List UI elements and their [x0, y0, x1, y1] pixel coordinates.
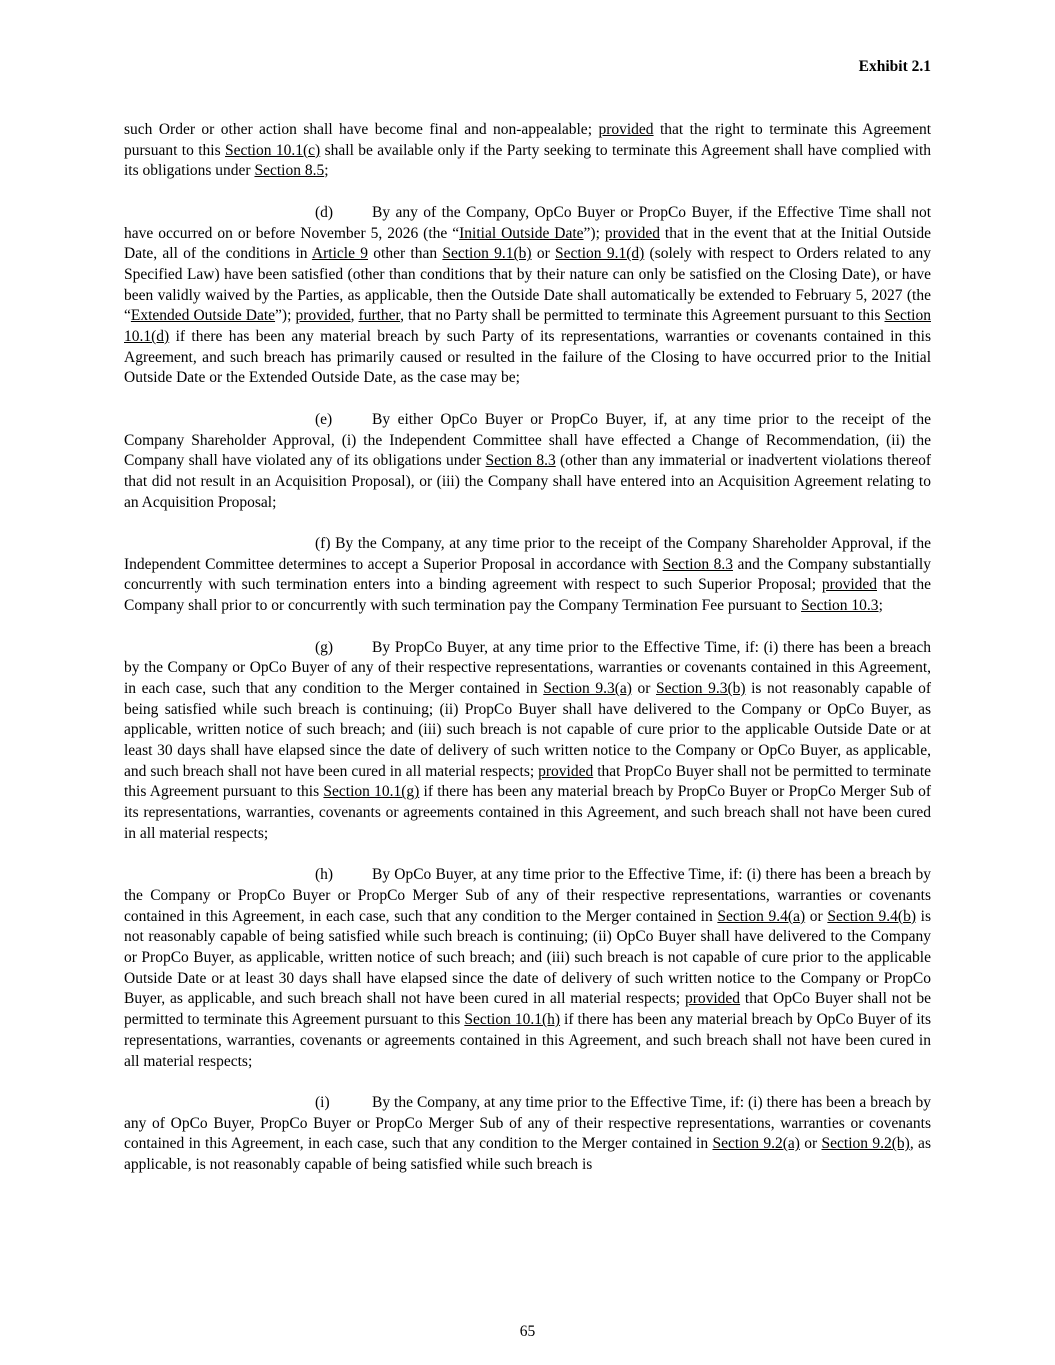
article-reference: Article 9 — [311, 245, 368, 263]
provided-term: provided — [821, 576, 878, 594]
section-reference: Section 8.5 — [254, 162, 325, 180]
section-reference: Section 8.3 — [662, 555, 733, 573]
clause-label: (d) — [315, 203, 334, 221]
section-reference: Section 9.4(b) — [827, 907, 916, 925]
paragraph-h: (h) By OpCo Buyer, at any time prior to the Effective Time, if: (i) there has been a breach by the Company or PropCo Buyer or PropCo Merger Sub of any of their respective representations, warranties or covenants contained in this Agreement, in each case, such that any condition to the Merger contained in Section 9.4(a) or Section 9.4(b) is not reasonably capable of being satisfied while such breach is continuing; (ii) OpCo Buyer shall have delivered to the Company or PropCo Buyer, as applicable, written notice of such breach; and (iii) such breach is not capable of cure prior to the applicable Outside Date or at least 30 days shall have elapsed since the date of delivery of such written notice to the Company or PropCo Buyer, as applicable, and such breach shall not have been cured in all material respects; provided that OpCo Buyer shall not be permitted to terminate this Agreement pursuant to this Section 10.1(h) if there has been any material breach by OpCo Buyer of its representations, warranties, covenants or agreements contained in this Agreement, and such breach shall not have been cured in all material respects; — [124, 866, 931, 1070]
provided-term: provided — [604, 224, 660, 242]
section-reference: Section 9.4(a) — [717, 907, 806, 925]
page-number: 65 — [519, 1323, 536, 1340]
section-reference: Section 9.3(a) — [543, 679, 632, 697]
provided-term: provided — [598, 121, 654, 138]
section-reference: Section 9.3(b) — [656, 679, 746, 697]
further-term: further — [358, 307, 401, 325]
provided-term: provided — [684, 990, 741, 1008]
paragraph-f: (f) By the Company, at any time prior to the receipt of the Company Shareholder Approval, if the Independent Committee determines to accept a Superior Proposal in accordance with Section 8.3 and the Company substantially concurrently with such termination enters into a binding agreement with respect to such Superior Proposal; provided that the Company shall prior to or concurrently with such termination pay the Company Termination Fee pursuant to Section 10.3; — [124, 535, 931, 615]
clause-label: (i) — [315, 1093, 330, 1111]
section-reference: Section 10.1(g) — [323, 783, 420, 801]
defined-term: Initial Outside Date — [459, 224, 584, 242]
paragraph-e: (e) By either OpCo Buyer or PropCo Buyer, if, at any time prior to the receipt of the Company Shareholder Approval, (i) the Independent Committee shall have effected a Change of Recommendation, (ii) the Company shall have violated any of its obligations under Section 8.3 (other than any immaterial or inadvertent violations thereof that did not result in an Acquisition Proposal), or (iii) the Company shall have entered into an Acquisition Agreement relating to an Acquisition Proposal; — [124, 410, 931, 511]
clause-label: (g) — [315, 638, 334, 656]
clause-label: (e) — [315, 410, 333, 428]
document-body — [124, 120, 931, 1196]
section-reference: Section 9.2(a) — [712, 1135, 800, 1153]
paragraph-d: (d) By any of the Company, OpCo Buyer or PropCo Buyer, if the Effective Time shall not have occurred on or before November 5, 2026 (the “Initial Outside Date”); provided that in the event that at the Initial Outside Date, all of the conditions in Article 9 other than Section 9.1(b) or Section 9.1(d) (solely with respect to Orders related to any Specified Law) have been satisfied (other than conditions that by their nature can only be satisfied on the Closing Date), or have been validly waived by the Parties, as applicable, then the Outside Date shall automatically be extended to February 5, 2027 (the “Extended Outside Date”); provided, further, that no Party shall be permitted to terminate this Agreement pursuant to this Section 10.1(d) if there has been any material breach by such Party of its representations, warranties or covenants contained in this Agreement, and such breach has primarily caused or resulted in the failure of the Closing to have occurred prior to the Initial Outside Date or the Extended Outside Date, as the case may be; — [124, 203, 931, 387]
section-reference: Section 10.3 — [801, 597, 879, 615]
paragraph-g: (g) By PropCo Buyer, at any time prior to the Effective Time, if: (i) there has been a breach by the Company or OpCo Buyer of any of their respective representations, warranties or covenants contained in this Agreement, in each case, such that any condition to the Merger contained in Section 9.3(a) or Section 9.3(b) is not reasonably capable of being satisfied while such breach is continuing; (ii) PropCo Buyer shall have delivered to the Company or OpCo Buyer, as applicable, written notice of such breach; and (iii) such breach is not capable of cure prior to the applicable Outside Date or at least 30 days shall have elapsed since the date of delivery of such written notice to the Company or OpCo Buyer, as applicable, and such breach shall not have been cured in all material respects; provided that PropCo Buyer shall not be permitted to terminate this Agreement pursuant to this Section 10.1(g) if there has been any material breach by PropCo Buyer or PropCo Merger Sub of its representations, warranties, covenants or agreements contained in this Agreement, and such breach shall not have been cured in all material respects; — [124, 638, 932, 842]
section-reference: Section 8.3 — [485, 452, 556, 470]
paragraph-i: (i) By the Company, at any time prior to the Effective Time, if: (i) there has been a breach by any of OpCo Buyer, PropCo Buyer or PropCo Merger Sub of any of their respective representations, warranties or covenants contained in this Agreement, in each case, such that any condition to the Merger contained in Section 9.2(a) or Section 9.2(b), as applicable, is not reasonably capable of being satisfied while such breach is — [124, 1093, 931, 1174]
section-reference: Section 10.1(d) — [124, 307, 931, 346]
provided-term: provided — [295, 307, 351, 325]
section-reference: Section 9.1(b) — [442, 245, 532, 263]
section-reference: Section 9.2(b) — [821, 1135, 910, 1153]
paragraph-continuation: such Order or other action shall have become final and non-appealable; provided that the right to terminate this Agreement pursuant to this Section 10.1(c) shall be available only if the Party seeking to terminate this Agreement shall have complied with its obligations under Section 8.5; — [124, 121, 931, 180]
section-reference: Section 10.1(h) — [464, 1011, 561, 1029]
section-reference: Section 10.1(c) — [225, 141, 321, 159]
exhibit-label: Exhibit 2.1 — [858, 58, 931, 75]
provided-term: provided — [538, 762, 594, 780]
defined-term: Extended Outside Date — [130, 307, 276, 325]
clause-label: (h) — [315, 866, 334, 884]
section-reference: Section 9.1(d) — [555, 245, 645, 263]
